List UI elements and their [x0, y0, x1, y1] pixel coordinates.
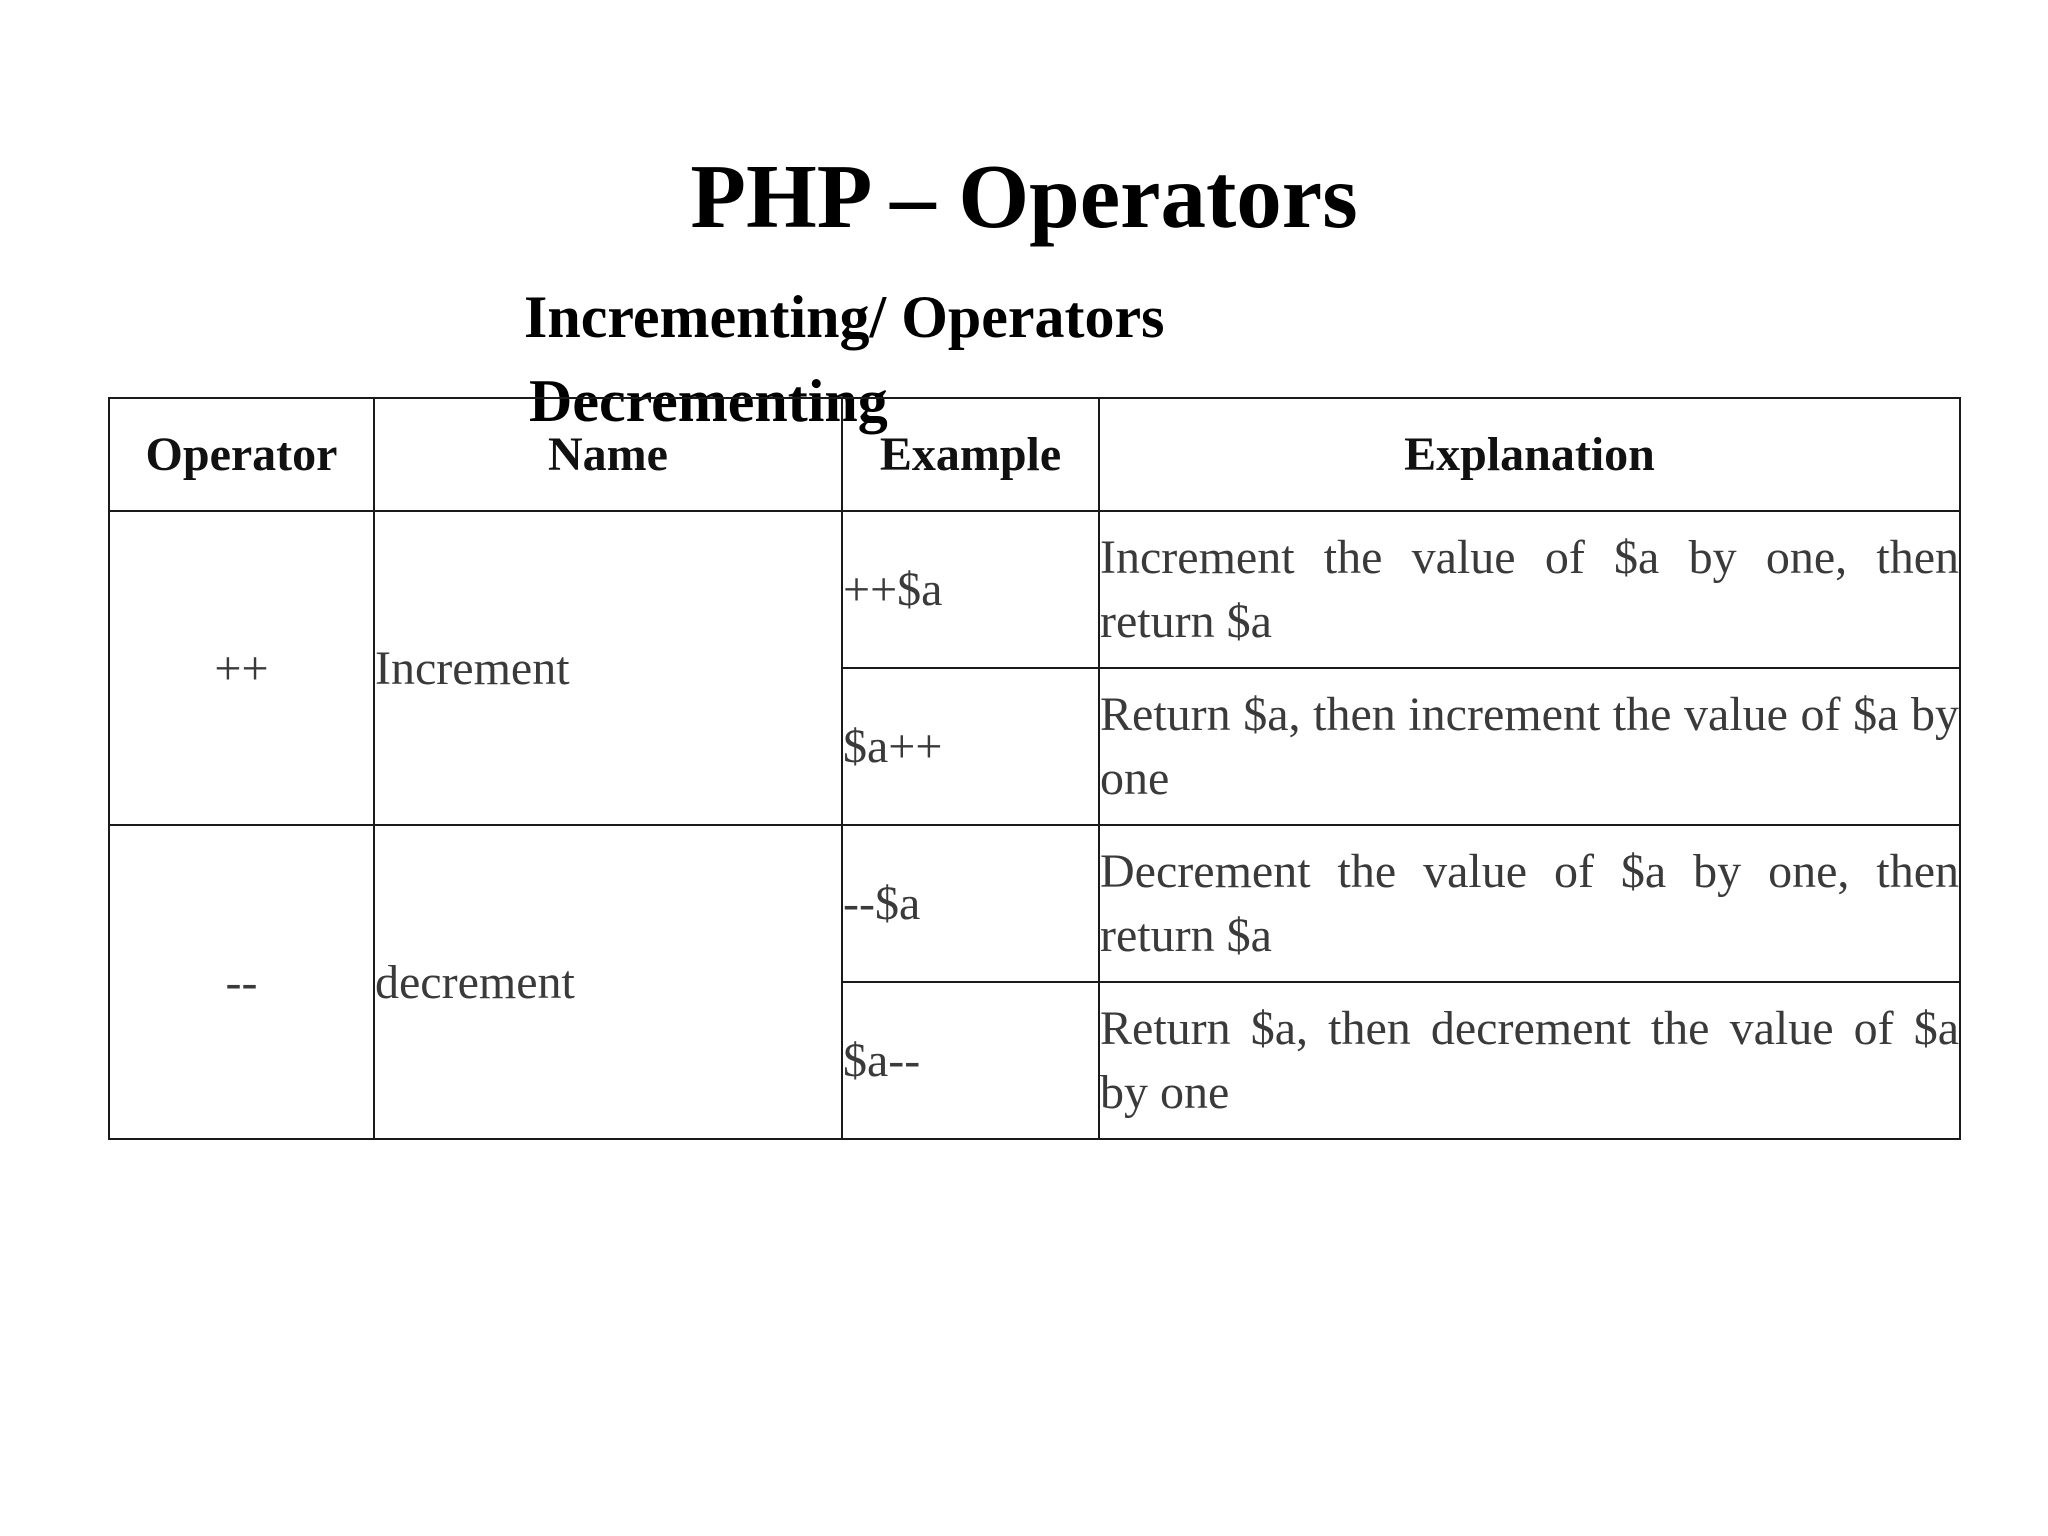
explanation-cell: Return $a, then increment the value of $a by one — [1099, 668, 1960, 825]
name-cell: decrement — [374, 825, 842, 1139]
example-cell: --$a — [842, 825, 1099, 982]
table-row — [109, 511, 1960, 668]
example-cell: $a++ — [842, 668, 1099, 825]
page-title: PHP – Operators — [690, 146, 1358, 247]
header-name: Name — [374, 398, 842, 511]
operator-cell: -- — [109, 825, 374, 1139]
table-row — [109, 825, 1960, 982]
name-cell: Increment — [374, 511, 842, 825]
subtitle-line-2: Decrementing — [529, 368, 888, 434]
example-cell: $a-- — [842, 982, 1099, 1139]
subtitle-line-1: Incrementing/ Operators — [524, 284, 1165, 350]
header-operator: Operator — [109, 398, 374, 511]
operators-table — [108, 397, 1961, 1140]
explanation-cell: Decrement the value of $a by one, then return $a — [1099, 825, 1960, 982]
example-cell: ++$a — [842, 511, 1099, 668]
header-example: Example — [842, 398, 1099, 511]
explanation-cell: Increment the value of $a by one, then return $a — [1099, 511, 1960, 668]
table-header-row — [109, 398, 1960, 511]
header-explanation: Explanation — [1099, 398, 1960, 511]
explanation-cell: Return $a, then decrement the value of $a by one — [1099, 982, 1960, 1139]
operator-cell: ++ — [109, 511, 374, 825]
